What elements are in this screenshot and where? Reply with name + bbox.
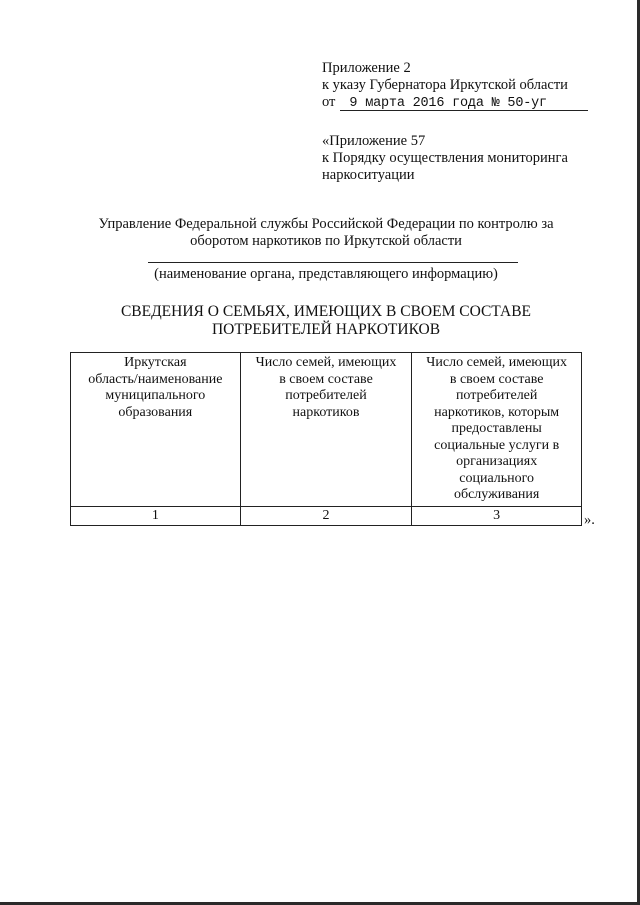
- column-number-1: 1: [71, 506, 241, 526]
- appendix-decree: к указу Губернатора Иркутской области: [322, 77, 568, 93]
- closing-quote-mark: ».: [584, 512, 595, 528]
- header-line: муниципального: [105, 388, 206, 403]
- header-line: область/наименование: [88, 371, 223, 387]
- header-line: Число семей, имеющих: [426, 355, 568, 370]
- title-line1: СВЕДЕНИЯ О СЕМЬЯХ, ИМЕЮЩИХ В СВОЕМ СОСТАВЕ: [120, 303, 532, 320]
- document-title: [60, 303, 592, 339]
- header-line: в своем составе: [449, 371, 544, 387]
- header-line: потребителей: [285, 388, 367, 403]
- header-line: предоставлены: [451, 421, 542, 436]
- header-line: обслуживания: [453, 487, 540, 502]
- organization-line1: Управление Федеральной службы Российской Федерации по контролю за: [98, 216, 554, 232]
- header-line: в своем составе: [279, 371, 373, 387]
- header-line: потребителей: [455, 388, 538, 403]
- header-cell-families-social-services: [412, 353, 582, 507]
- appendix-header: [322, 60, 590, 112]
- date-underline: [340, 110, 588, 111]
- column-number-2: 2: [240, 506, 412, 526]
- header-line: организациях: [456, 454, 538, 469]
- header-line: Число семей, имеющих: [255, 355, 397, 370]
- header-cell-families: [240, 353, 412, 507]
- organization-caption: (наименование органа, представляющего информацию): [154, 266, 498, 282]
- organization-line2: оборотом наркотиков по Иркутской области: [190, 233, 462, 249]
- header-line: наркотиков, которым: [434, 404, 560, 420]
- header-line: социального: [459, 470, 535, 486]
- appendix57-line1: «Приложение 57: [322, 133, 426, 149]
- organization-rule: [148, 262, 518, 263]
- date-value: 9 марта 2016 года № 50-уг: [349, 96, 547, 111]
- title-line2: ПОТРЕБИТЕЛЕЙ НАРКОТИКОВ: [211, 321, 441, 338]
- header-line: Иркутская: [124, 355, 187, 370]
- organization-name: [60, 216, 592, 250]
- appendix-number: Приложение 2: [322, 60, 411, 76]
- header-line: образования: [118, 404, 193, 420]
- header-line: социальные услуги в: [434, 437, 560, 453]
- header-line: наркотиков: [292, 404, 360, 420]
- header-cell-region: [71, 353, 241, 507]
- appendix-date-line: [322, 94, 590, 112]
- column-number-3: 3: [412, 506, 582, 526]
- appendix57-line3: наркоситуации: [322, 167, 415, 183]
- appendix57-header: [322, 133, 568, 184]
- appendix57-line2: к Порядку осуществления мониторинга: [322, 150, 568, 166]
- table-header-row: [71, 353, 582, 507]
- table-number-row: [71, 506, 582, 526]
- report-table: [70, 352, 582, 526]
- date-prefix: от: [322, 94, 336, 110]
